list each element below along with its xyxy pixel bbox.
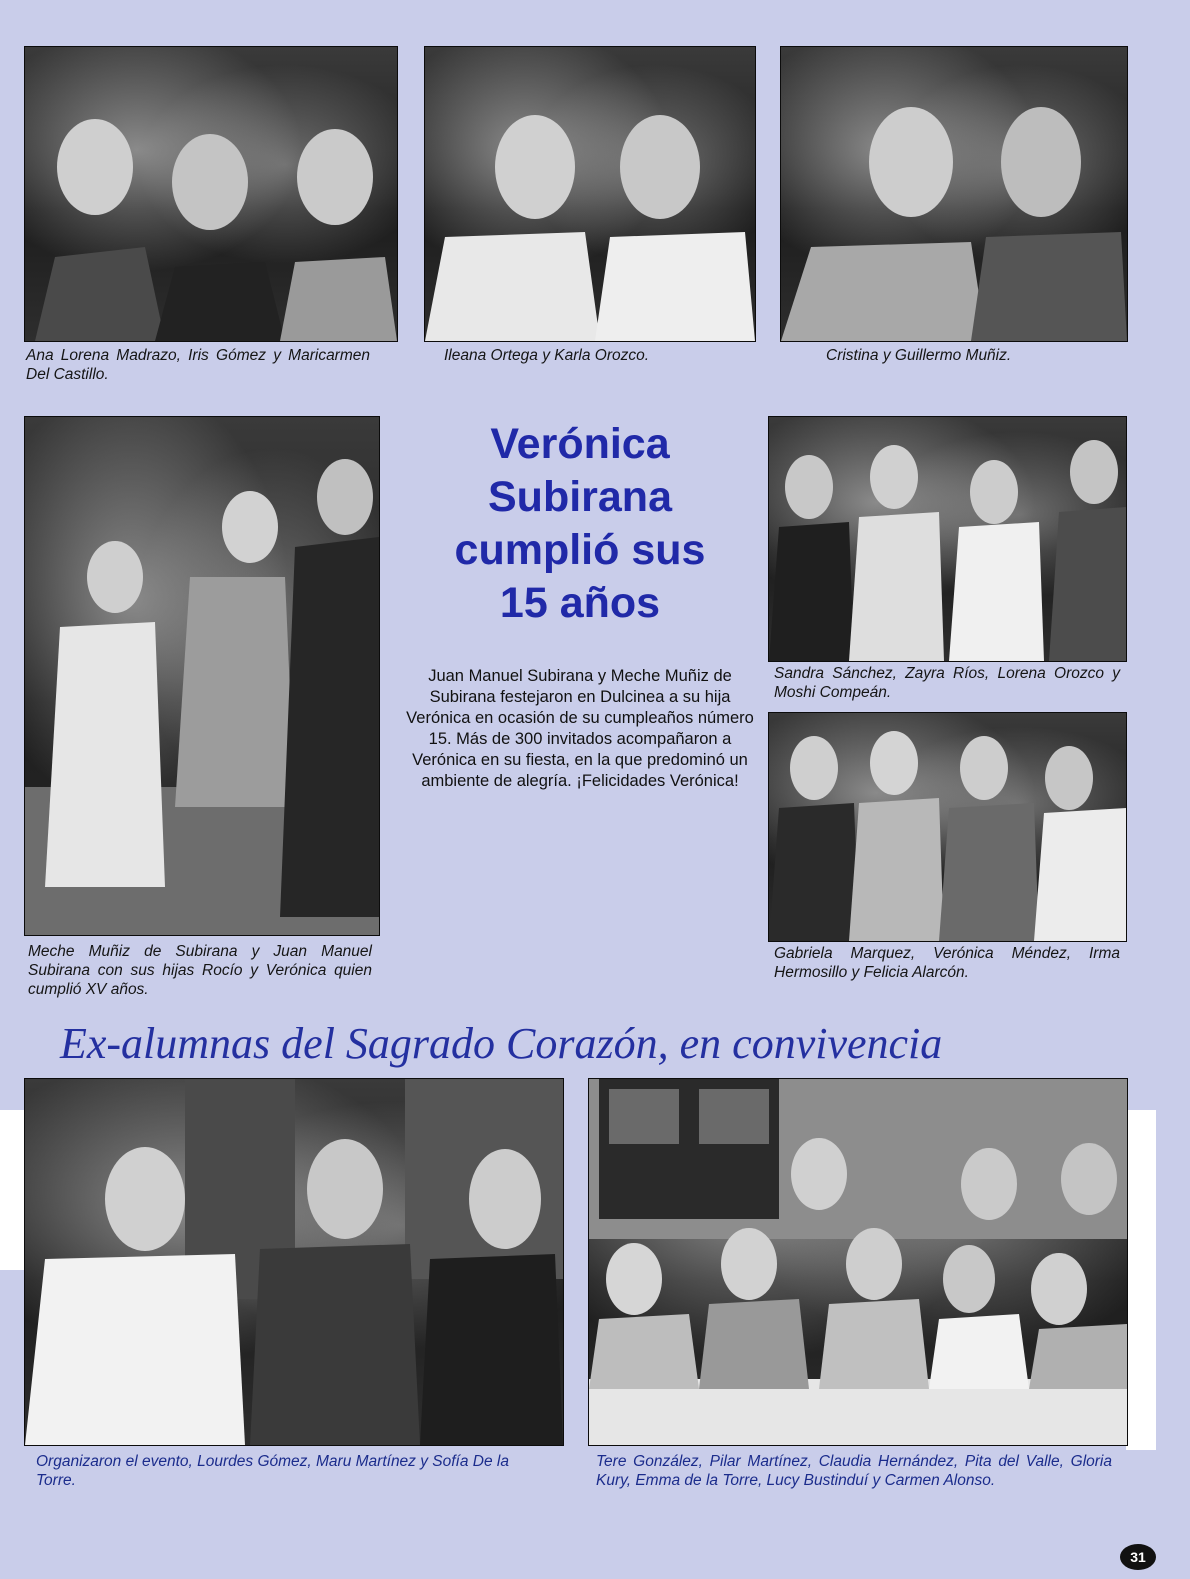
photo-ortega-orozco — [424, 46, 756, 342]
photo-sanchez-rios-orozco-compean — [768, 416, 1127, 662]
photo-figures — [425, 47, 755, 341]
photo-marquez-mendez-hermosillo-alarcon — [768, 712, 1127, 942]
article-body: Juan Manuel Subirana y Meche Muñiz de Subirana festejaron en Dulcinea a su hija Verónica en ocasión de su cumpleaños número 15. Más de 300 invitados acompañaron a Verónica en su fiesta, en la que predominó un ambiente de alegría. ¡Felicidades Verónica! — [406, 667, 754, 790]
photo-madrazo-gomez-castillo — [24, 46, 398, 342]
photo-figures — [25, 47, 397, 341]
photo-figures — [25, 417, 379, 935]
page-number: 31 — [1120, 1544, 1156, 1570]
photo-cristina-guillermo — [780, 46, 1128, 342]
section-heading: Ex-alumnas del Sagrado Corazón, en convivencia — [60, 1019, 943, 1068]
photo-subirana-family — [24, 416, 380, 936]
white-page-strip-right — [1126, 1110, 1156, 1450]
photo-organizers — [24, 1078, 564, 1446]
caption-ortega-orozco: Ileana Ortega y Karla Orozco. — [444, 347, 650, 364]
photo-alumnae-group — [588, 1078, 1128, 1446]
caption-subirana-family: Meche Muñiz de Subirana y Juan Manuel Subirana con sus hijas Rocío y Verónica quien cumplió XV años. — [28, 943, 372, 998]
article-title — [395, 418, 765, 630]
photo-figures — [769, 713, 1126, 941]
caption-cristina-guillermo: Cristina y Guillermo Muñiz. — [826, 347, 1012, 364]
photo-figures — [25, 1079, 563, 1445]
caption-sanchez-rios-orozco-compean: Sandra Sánchez, Zayra Ríos, Lorena Orozco y Moshi Compeán. — [774, 665, 1120, 701]
article-title-line: 15 años — [499, 579, 661, 627]
article-title-line: cumplió sus — [454, 526, 706, 574]
caption-madrazo-gomez-castillo: Ana Lorena Madrazo, Iris Gómez y Maricarmen Del Castillo. — [26, 347, 370, 383]
caption-organizers: Organizaron el evento, Lourdes Gómez, Maru Martínez y Sofía De la Torre. — [36, 1453, 509, 1489]
article-title-line: Subirana — [488, 473, 672, 521]
white-page-strip-left — [0, 1110, 24, 1270]
caption-marquez-mendez-hermosillo-alarcon: Gabriela Marquez, Verónica Méndez, Irma Hermosillo y Felicia Alarcón. — [774, 945, 1120, 981]
photo-figures — [769, 417, 1126, 661]
article-title-line: Verónica — [490, 420, 670, 468]
photo-figures — [589, 1079, 1127, 1445]
photo-figures — [781, 47, 1127, 341]
caption-alumnae-group: Tere González, Pilar Martínez, Claudia Hernández, Pita del Valle, Gloria Kury, Emma de la Torre, Lucy Bustinduí y Carmen Alonso. — [596, 1453, 1112, 1489]
